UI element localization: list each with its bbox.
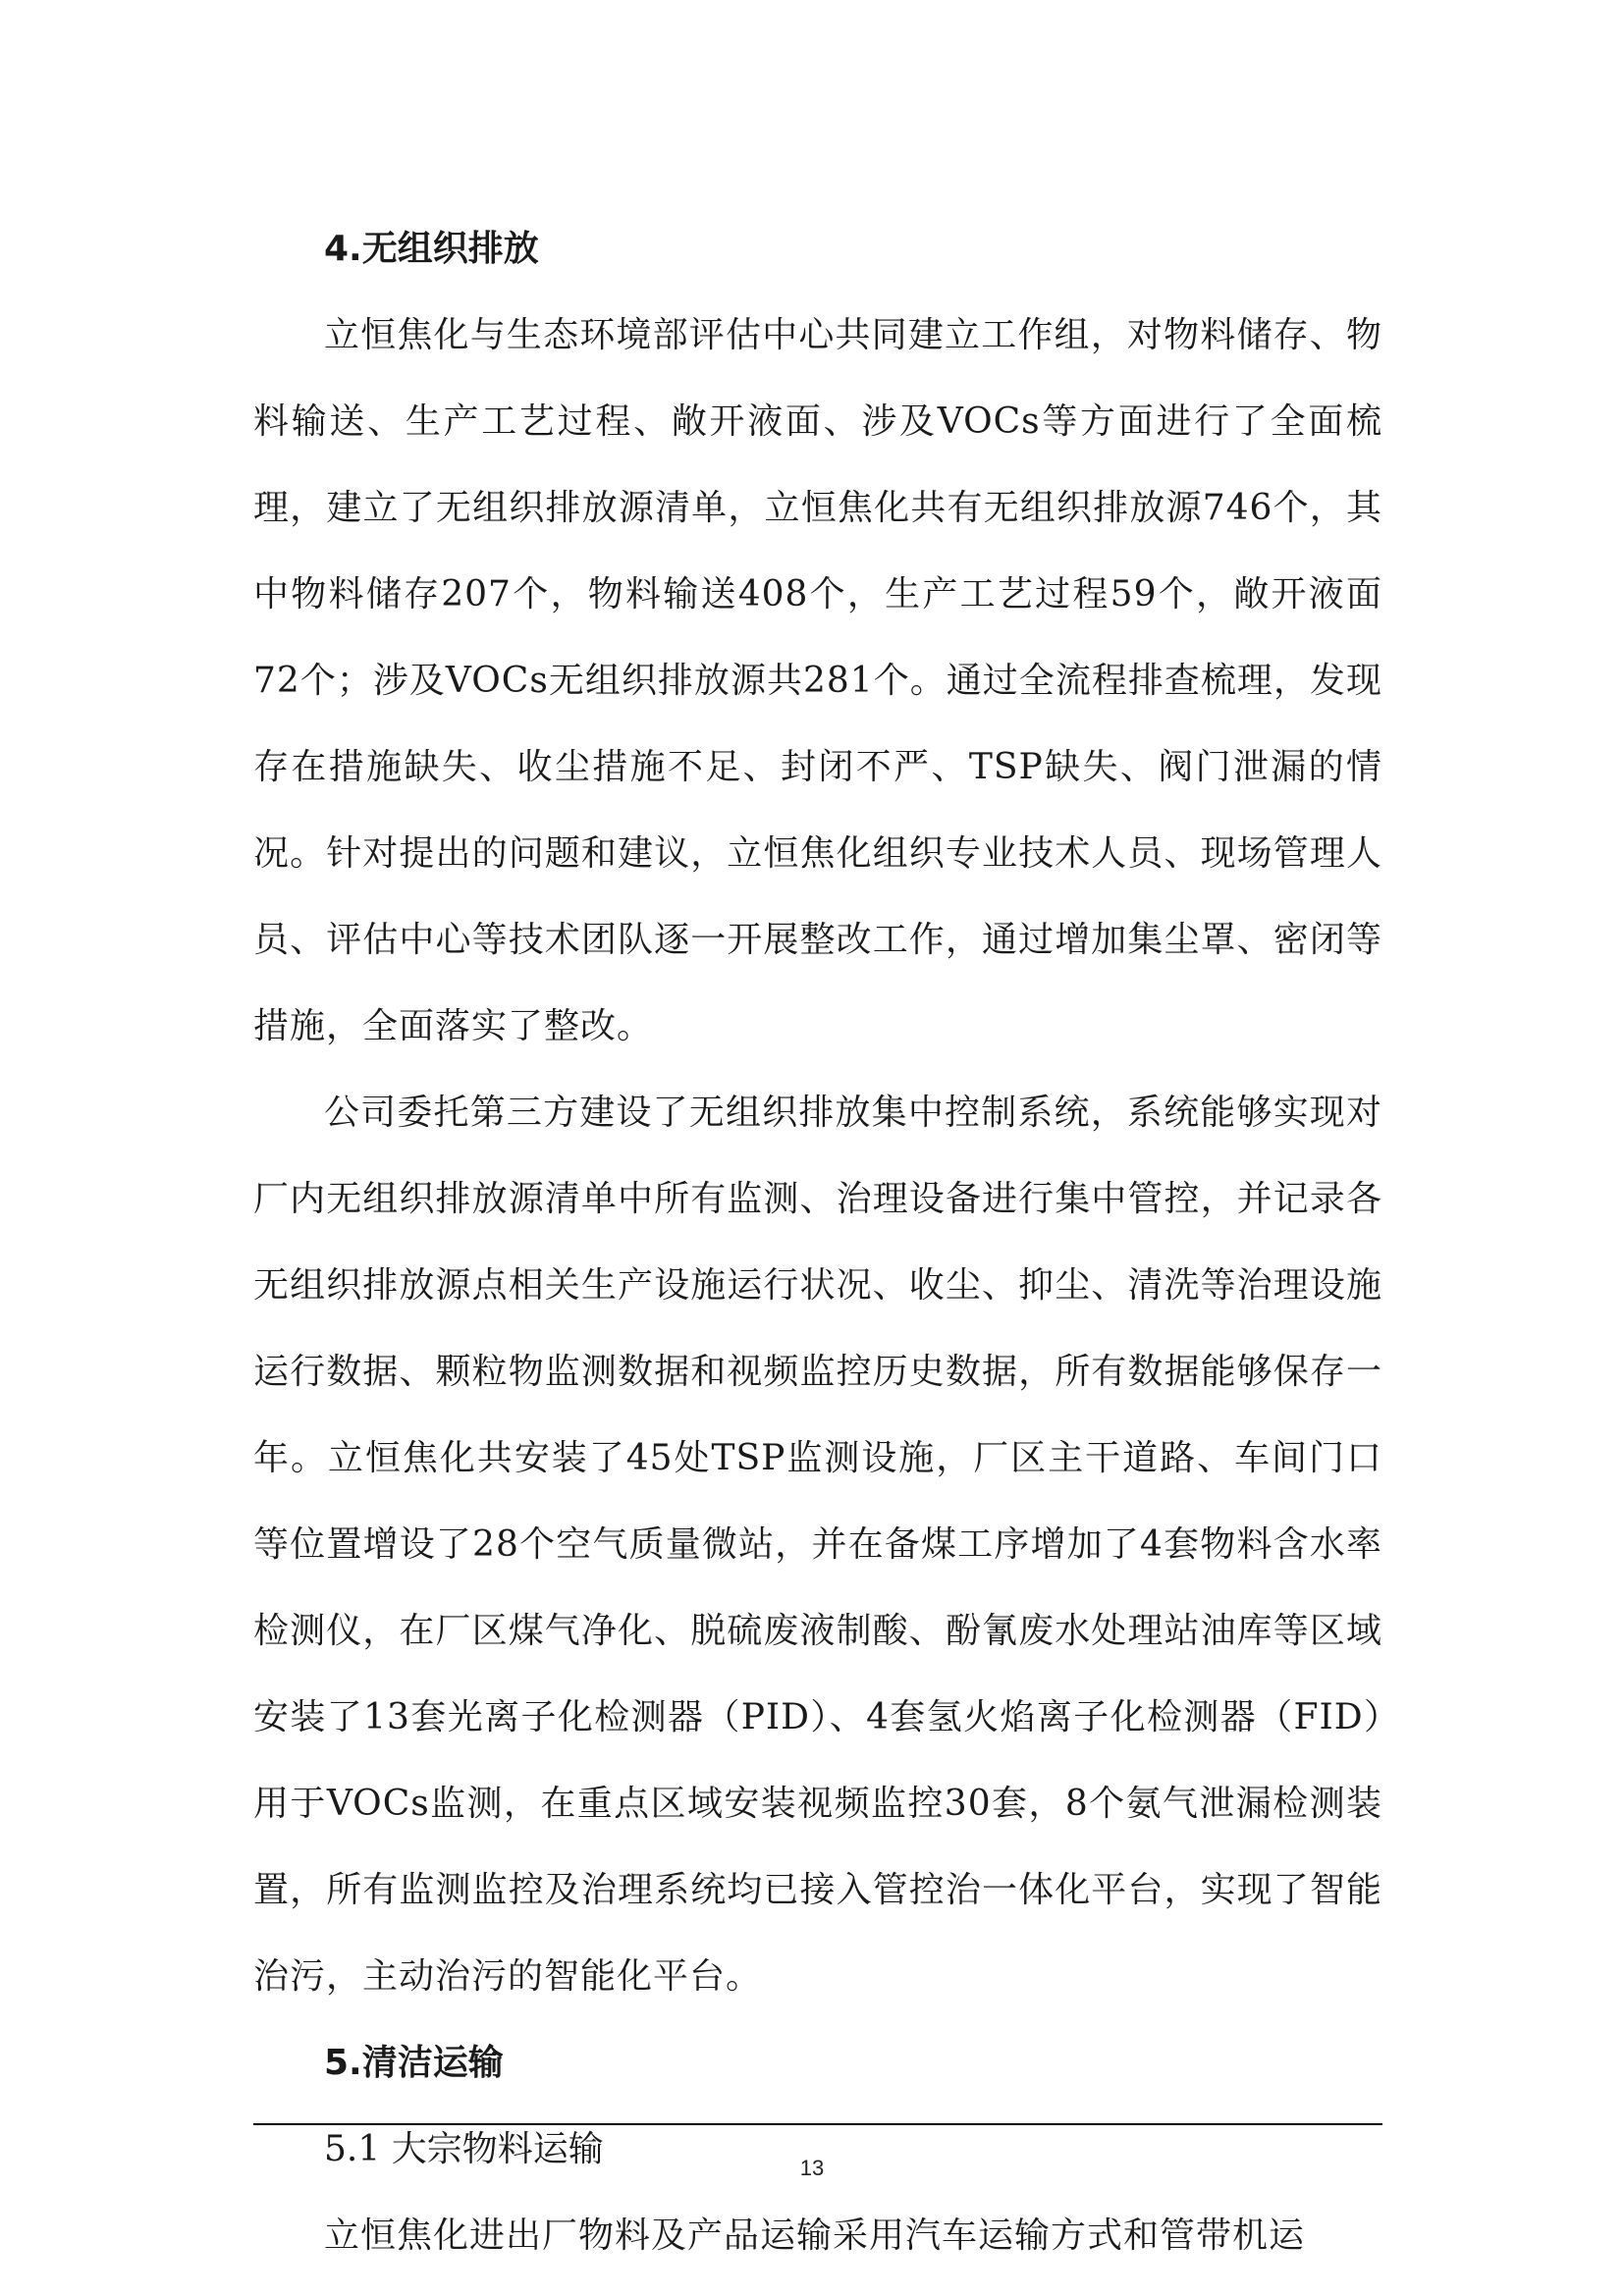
subsection-heading: 5.1 大宗物料运输: [324, 2129, 604, 2169]
paragraph: 立恒焦化进出厂物料及产品运输采用汽车运输方式和管带机运: [324, 2216, 1306, 2256]
footer-divider: [253, 2123, 1382, 2125]
paragraph: 公司委托第三方建设了无组织排放集中控制系统，系统能够实现对厂内无组织排放源清单中所有监测、治理设备进行集中管控，并记录各无组织排放源点相关生产设施运行状况、收尘、抑尘、清洗等治理设施运行数据、颗粒物监测数据和视频监控历史数据，所有数据能够保存一年。立恒焦化共安装了45处TSP监测设施，厂区主干道路、车间门口等位置增设了28个空气质量微站，并在备煤工序增加了4套物料含水率检测仪，在厂区煤气净化、脱硫废液制酸、酚氰废水处理站油库等区域安装了13套光离子化检测器（PID）、4套氢火焰离子化检测器（FID）用于VOCs监测，在重点区域安装视频监控30套，8个氨气泄漏检测装置，所有监测监控及治理系统均已接入管控治一体化平台，实现了智能治污，主动治污的智能化平台。: [253, 1093, 1382, 1997]
page-content: [253, 206, 1382, 2279]
paragraph: 立恒焦化与生态环境部评估中心共同建立工作组，对物料储存、物料输送、生产工艺过程、敞开液面、涉及VOCs等方面进行了全面梳理，建立了无组织排放源清单，立恒焦化共有无组织排放源746个，其中物料储存207个，物料输送408个，生产工艺过程59个，敞开液面72个；涉及VOCs无组织排放源共281个。通过全流程排查梳理，发现存在措施缺失、收尘措施不足、封闭不严、TSP缺失、阀门泄漏的情况。针对提出的问题和建议，立恒焦化组织专业技术人员、现场管理人员、评估中心等技术团队逐一开展整改工作，通过增加集尘罩、密闭等措施，全面落实了整改。: [253, 315, 1382, 1046]
section-heading: 5.清洁运输: [324, 2043, 504, 2083]
section-heading: 4.无组织排放: [324, 229, 539, 269]
page-number: 13: [799, 2156, 825, 2180]
